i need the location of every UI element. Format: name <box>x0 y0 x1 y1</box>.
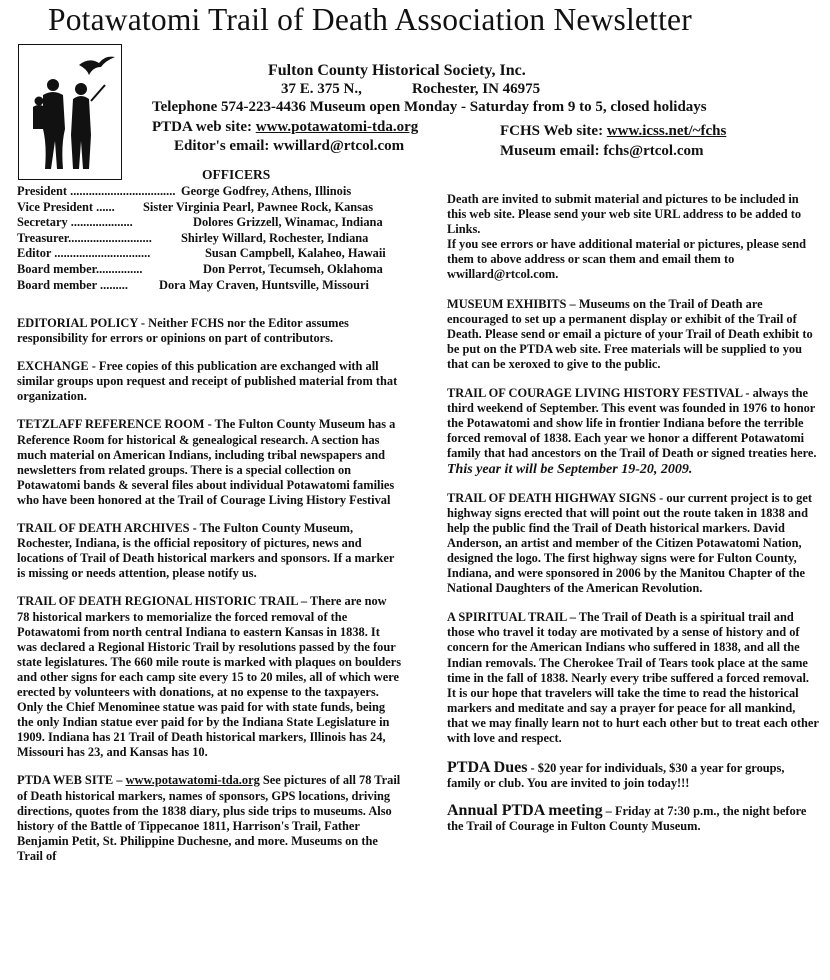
ptda-web-link[interactable]: www.potawatomi-tda.org <box>255 119 419 135</box>
officer-row: Board member ......... Dora May Craven, Huntsville, Missouri <box>17 277 369 292</box>
officer-row: Secretary .................... Dolores Grizzell, Winamac, Indiana <box>17 215 383 230</box>
ptda-web-label: PTDA web site: <box>152 119 252 135</box>
tetzlaff-section: TETZLAFF REFERENCE ROOM - The Fulton County Museum has a Reference Room for historical & genealogical research. A section has much material on American Indians, including tribal newspapers and newsletters from related groups. There is a special collection on Potawatomi bands & several files about individual Potawatomi families who have been honored at the Trail of Courage Living History Festival <box>17 417 396 507</box>
officer-row: Treasurer........................... Shirley Willard, Rochester, Indiana <box>17 230 369 245</box>
ptda-web-line <box>152 118 418 136</box>
association-logo <box>18 44 122 180</box>
officer-row: President .................................. George Godfrey, Athens, Illinois <box>17 184 352 198</box>
archives-section: TRAIL OF DEATH ARCHIVES - The Fulton County Museum, Rochester, Indiana, is the official repository of pictures, news and locations of Trail of Death historical markers and sponsors. If a marker is missing or needs attention, please notify us. <box>17 521 395 581</box>
officers-heading: OFFICERS <box>202 167 271 182</box>
address-city: Rochester, IN 46975 <box>412 81 541 97</box>
potawatomi-figures-icon <box>19 45 120 178</box>
society-name: Fulton County Historical Society, Inc. <box>268 62 526 79</box>
festival-date: This year it will be September 19-20, 2009. <box>447 461 693 477</box>
officer-row: Editor ............................... Susan Campbell, Kalaheo, Hawaii <box>17 246 386 261</box>
officers-list <box>17 184 402 293</box>
highway-signs-section: TRAIL OF DEATH HIGHWAY SIGNS - our current project is to get highway signs erected that will point out the route taken in 1838 and help the public find the Trail of Death historical markers. David Anderson, an artist and member of the Citizen Potawatomi Nation, designed the logo. The first highway signs were for Fulton County, Indiana, and were sponsored in 2006 by the Manitou Chapter of the National Daughters of the American Revolution. <box>447 490 812 596</box>
website-section: PTDA WEB SITE – www.potawatomi-tda.org See pictures of all 78 Trail of Death historical markers, names of sponsors, GPS locations, driving directions, quotes from the 1838 diary, plus side trips to museums. Also history of the Battle of Tippecanoe 1811, Harrison's Trail, Father Benjamin Petit, St. Philippine Duchesne, and more. Museums on the Trail of <box>17 773 401 863</box>
editorial-policy: EDITORIAL POLICY - Neither FCHS nor the Editor assumes responsibility for errors or opinions on part of contributors. <box>17 316 349 346</box>
left-column <box>17 316 402 864</box>
spiritual-trail-section: A SPIRITUAL TRAIL – The Trail of Death is a spiritual trail and those who travel it today are motivated by a sense of history and of concern for the American Indians who suffered in 1838, and all the Indian removals. The Cherokee Trail of Tears took place at the same time in the fall of 1838. Nearly every tribe suffered a forced removal. It is our hope that travelers will take the time to read the historical markers and meditate and say a prayer for peace for all mankind, that we may finally learn not to hurt each other but to treat each other with love and respect. <box>447 610 819 745</box>
officer-row: Vice President ...... Sister Virginia Pearl, Pawnee Rock, Kansas <box>17 199 374 214</box>
festival-section: TRAIL OF COURAGE LIVING HISTORY FESTIVAL - always the third weekend of September. This event was founded in 1976 to honor the Potawatomi and show life in frontier Indiana before the terrible forced removal of 1838. Each year we honor a different Potawatomi family that had ancestors on the Trail of Death or signed treaties here. <box>447 386 817 461</box>
regional-trail-section: TRAIL OF DEATH REGIONAL HISTORIC TRAIL – There are now 78 historical markers to memorialize the forced removal of the Potawatomi from north central Indiana to eastern Kansas in 1838. It was declared a Regional Historic Trail by resolutions passed by the four state legislatures. The 660 mile route is marked with plaques on boulders and other signs for each camp site every 15 to 20 miles, all of which were erected by volunteers with donations, at no expense to the taxpayers. Only the Chief Menominee statue was paid for with state funds, being the only Indian statue ever paid for by the Indiana State Legislature in 1909. Indiana has 21 Trail of Death historical markers, Illinois has 24, Missouri has 23, and Kansas has 10. <box>17 594 402 760</box>
editor-email: Editor's email: wwillard@rtcol.com <box>174 138 405 154</box>
fchs-web-line <box>500 122 726 140</box>
right-column <box>447 192 819 834</box>
telephone-line: Telephone 574-223-4436 Museum open Monday - Saturday from 9 to 5, closed holidays <box>152 99 707 115</box>
museum-email: Museum email: fchs@rtcol.com <box>500 143 704 159</box>
meeting-heading: Annual PTDA meeting <box>447 802 603 820</box>
meeting-section: Annual PTDA meeting – Friday at 7:30 p.m., the night before the Trail of Courage in Fulton County Museum. <box>447 802 807 834</box>
dues-heading: PTDA Dues <box>447 759 528 777</box>
website-link[interactable]: www.potawatomi-tda.org <box>125 773 260 788</box>
website-continued: Death are invited to submit material and pictures to be included in this web site. Please send your web site URL address to be added to Links. <box>447 192 802 237</box>
website-errors-note: If you see errors or have additional material or pictures, please send them to above address or scan them and email them to wwillard@rtcol.com. <box>447 237 807 282</box>
officer-row: Board member............... Don Perrot, Tecumseh, Oklahoma <box>17 261 383 276</box>
dues-section: PTDA Dues - $20 year for individuals, $30 a year for groups, family or club. You are invited to join today!!! <box>447 759 785 791</box>
fchs-web-label: FCHS Web site: <box>500 123 604 139</box>
newsletter-title: Potawatomi Trail of Death Association Newsletter <box>48 2 692 37</box>
exchange-section: EXCHANGE - Free copies of this publication are exchanged with all similar groups upon request and receipt of published material from that organization. <box>17 359 398 404</box>
museum-exhibits-section: MUSEUM EXHIBITS – Museums on the Trail of Death are encouraged to set up a permanent display or exhibit of the Trail of Death. Please send or email a picture of your Trail of Death exhibit to be put on the PTDA web site. Free materials will be supplied to you that can be xeroxed to give to the public. <box>447 296 813 371</box>
address-street: 37 E. 375 N., <box>281 81 362 97</box>
fchs-web-link[interactable]: www.icss.net/~fchs <box>606 123 727 139</box>
